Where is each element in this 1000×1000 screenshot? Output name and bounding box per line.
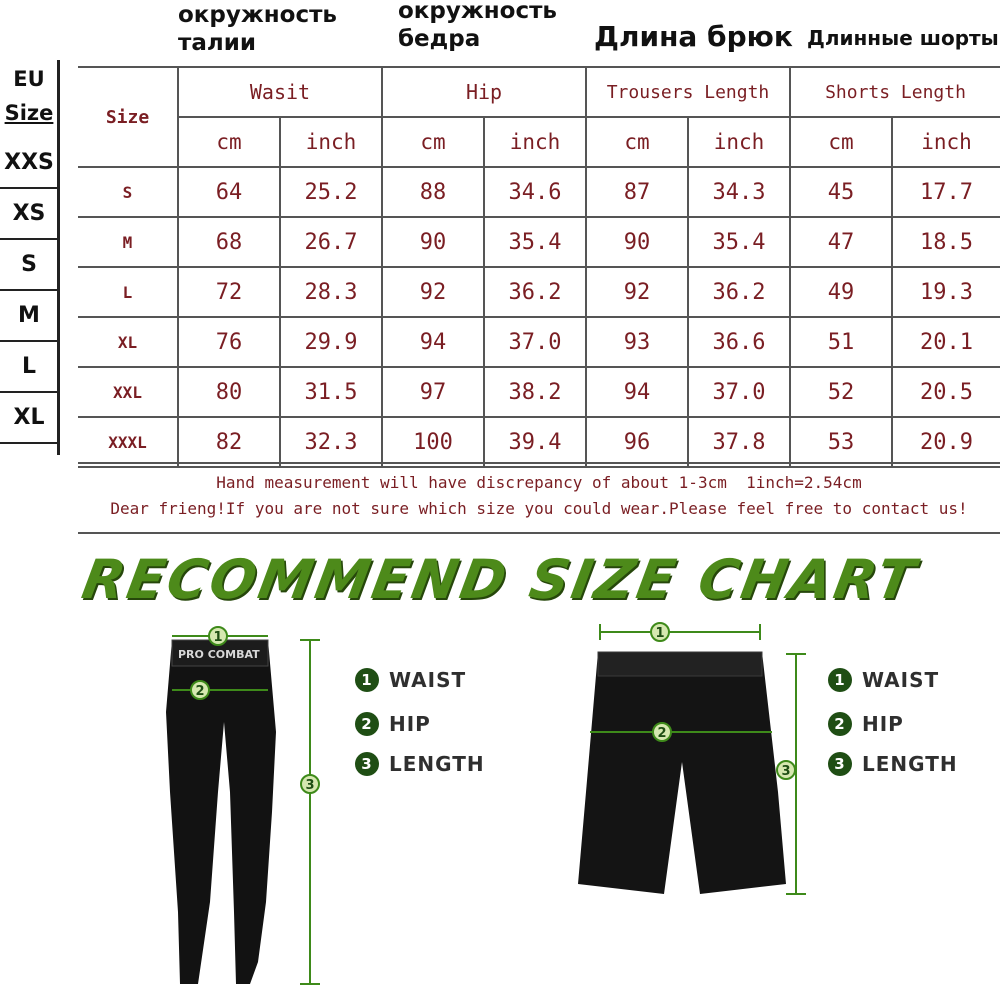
unit-header: inch: [892, 117, 1000, 167]
value-cell: 37.0: [484, 317, 586, 367]
value-cell: 36.2: [688, 267, 790, 317]
value-cell: 94: [382, 317, 484, 367]
note-line-discrepancy: Hand measurement will have discrepancy of about 1-3cm 1inch=2.54cm: [216, 473, 862, 492]
size-cell: S: [78, 167, 178, 217]
unit-header: cm: [790, 117, 892, 167]
shorts-shape: [578, 652, 786, 894]
size-cell: XXL: [78, 367, 178, 417]
value-cell: 38.2: [484, 367, 586, 417]
value-cell: 87: [586, 167, 688, 217]
legend-number: 1: [355, 668, 379, 692]
legend-label: WAIST: [862, 668, 940, 692]
eu-size-item: XS: [0, 189, 58, 240]
value-cell: 29.9: [280, 317, 382, 367]
table-row: [78, 417, 1000, 467]
table-row: [78, 267, 1000, 317]
value-cell: 32.3: [280, 417, 382, 467]
legend-label: LENGTH: [389, 752, 485, 776]
value-cell: 92: [586, 267, 688, 317]
legend-number: 1: [828, 668, 852, 692]
value-cell: 31.5: [280, 367, 382, 417]
legend-number: 2: [355, 712, 379, 736]
table-row: [78, 367, 1000, 417]
legend-item-length: [828, 744, 958, 784]
value-cell: 88: [382, 167, 484, 217]
value-cell: 80: [178, 367, 280, 417]
value-cell: 28.3: [280, 267, 382, 317]
value-cell: 76: [178, 317, 280, 367]
legend-number: 3: [355, 752, 379, 776]
legend-item-waist: [828, 660, 958, 700]
shorts-marker-3: 3: [781, 764, 791, 779]
unit-header: inch: [484, 117, 586, 167]
legend-leggings: [355, 660, 485, 784]
table-row: [78, 167, 1000, 217]
shorts-diagram: [550, 612, 820, 912]
legend-label: HIP: [389, 712, 431, 736]
value-cell: 100: [382, 417, 484, 467]
value-cell: 37.8: [688, 417, 790, 467]
value-cell: 49: [790, 267, 892, 317]
legend-label: WAIST: [389, 668, 467, 692]
eu-size-item: XXS: [0, 138, 58, 189]
group-header-trousers-length: Trousers Length: [586, 67, 790, 117]
size-cell: XXXL: [78, 417, 178, 467]
legend-label: HIP: [862, 712, 904, 736]
legend-shorts: [828, 660, 958, 784]
leggings-marker-2: 2: [195, 684, 205, 699]
value-cell: 51: [790, 317, 892, 367]
shorts-marker-2: 2: [657, 726, 667, 741]
legend-item-hip: [828, 704, 958, 744]
value-cell: 92: [382, 267, 484, 317]
russian-label-waist: окружность талии: [178, 2, 337, 56]
value-cell: 53: [790, 417, 892, 467]
table-group-header-row: [78, 67, 1000, 117]
group-header-hip: Hip: [382, 67, 586, 117]
note-line-contact: Dear frieng!If you are not sure which size you could wear.Please feel free to contact us!: [110, 499, 968, 518]
value-cell: 34.3: [688, 167, 790, 217]
value-cell: 35.4: [484, 217, 586, 267]
eu-size-item: S: [0, 240, 58, 291]
shorts-waistband: [598, 652, 762, 676]
size-column-header: Size: [78, 67, 178, 167]
recommend-size-chart-title: RECOMMEND SIZE CHART: [77, 548, 923, 611]
eu-header-line2: Size: [4, 101, 54, 125]
value-cell: 82: [178, 417, 280, 467]
value-cell: 20.1: [892, 317, 1000, 367]
leggings-illustration: [150, 612, 340, 997]
unit-header: cm: [382, 117, 484, 167]
value-cell: 45: [790, 167, 892, 217]
value-cell: 47: [790, 217, 892, 267]
value-cell: 90: [382, 217, 484, 267]
value-cell: 72: [178, 267, 280, 317]
russian-label-trousers: Длина брюк: [594, 20, 793, 53]
value-cell: 26.7: [280, 217, 382, 267]
shorts-marker-1: 1: [655, 626, 665, 641]
value-cell: 35.4: [688, 217, 790, 267]
leggings-waistband-text: PRO COMBAT: [178, 648, 260, 661]
leggings-shape: [166, 640, 276, 984]
value-cell: 94: [586, 367, 688, 417]
eu-header-line1: EU: [13, 67, 45, 91]
legend-label: LENGTH: [862, 752, 958, 776]
value-cell: 34.6: [484, 167, 586, 217]
size-table: [78, 66, 1000, 468]
value-cell: 36.6: [688, 317, 790, 367]
table-unit-header-row: [78, 117, 1000, 167]
eu-size-list: [0, 138, 58, 444]
group-header-waist: Wasit: [178, 67, 382, 117]
russian-label-hip: окружность бедра: [398, 0, 557, 52]
eu-size-item: XL: [0, 393, 58, 444]
legend-number: 3: [828, 752, 852, 776]
shorts-illustration: [550, 612, 820, 912]
legend-number: 2: [828, 712, 852, 736]
size-cell: L: [78, 267, 178, 317]
unit-header: inch: [280, 117, 382, 167]
legend-item-length: [355, 744, 485, 784]
legend-item-hip: [355, 704, 485, 744]
value-cell: 20.9: [892, 417, 1000, 467]
leggings-marker-1: 1: [213, 630, 223, 645]
unit-header: inch: [688, 117, 790, 167]
eu-size-item: M: [0, 291, 58, 342]
eu-size-header: [0, 62, 58, 130]
measurement-note: [78, 462, 1000, 534]
value-cell: 64: [178, 167, 280, 217]
eu-size-item: L: [0, 342, 58, 393]
leggings-marker-3: 3: [305, 778, 315, 793]
table-row: [78, 317, 1000, 367]
value-cell: 19.3: [892, 267, 1000, 317]
unit-header: cm: [586, 117, 688, 167]
value-cell: 90: [586, 217, 688, 267]
value-cell: 39.4: [484, 417, 586, 467]
value-cell: 18.5: [892, 217, 1000, 267]
value-cell: 96: [586, 417, 688, 467]
russian-label-shorts: Длинные шорты: [807, 26, 999, 50]
value-cell: 68: [178, 217, 280, 267]
size-cell: XL: [78, 317, 178, 367]
eu-size-column: [0, 60, 60, 455]
value-cell: 20.5: [892, 367, 1000, 417]
size-cell: M: [78, 217, 178, 267]
table-row: [78, 217, 1000, 267]
group-header-shorts-length: Shorts Length: [790, 67, 1000, 117]
value-cell: 93: [586, 317, 688, 367]
leggings-diagram: [150, 612, 340, 997]
value-cell: 52: [790, 367, 892, 417]
size-table-body: [78, 167, 1000, 467]
value-cell: 17.7: [892, 167, 1000, 217]
value-cell: 97: [382, 367, 484, 417]
value-cell: 25.2: [280, 167, 382, 217]
value-cell: 37.0: [688, 367, 790, 417]
unit-header: cm: [178, 117, 280, 167]
legend-item-waist: [355, 660, 485, 700]
value-cell: 36.2: [484, 267, 586, 317]
